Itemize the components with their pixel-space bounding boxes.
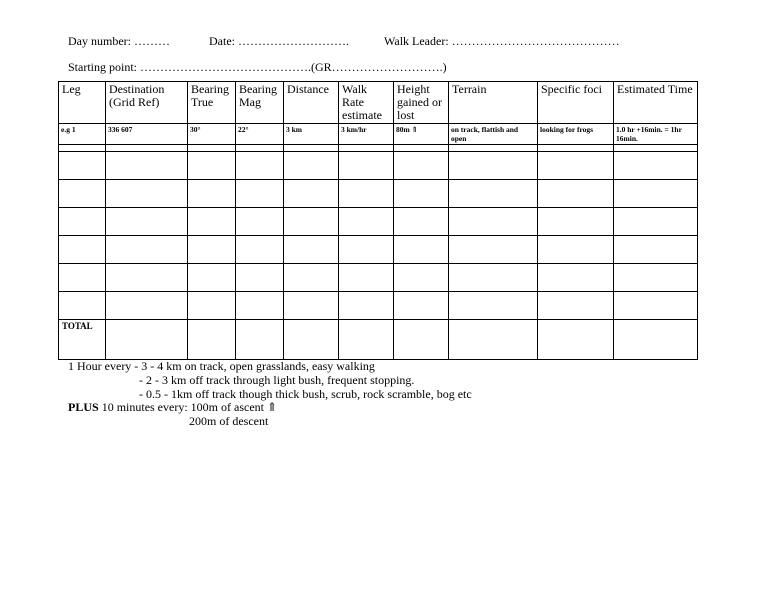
plus-label: PLUS (68, 400, 99, 414)
table-row (59, 264, 698, 292)
example-specific-foci: looking for frogs (538, 124, 614, 145)
note-line-4-text: 10 minutes every: 100m of ascent ⇑ (98, 400, 278, 414)
example-row (59, 124, 698, 145)
table-row (59, 152, 698, 180)
col-header-height: Height gained or lost (394, 82, 449, 124)
note-line-1: 1 Hour every - 3 - 4 km on track, open grasslands, easy walking (68, 359, 375, 373)
note-line-2: - 2 - 3 km off track through light bush, frequent stopping. (139, 373, 415, 387)
col-header-bearing-mag: Bearing Mag (236, 82, 284, 124)
note-line-4 (68, 400, 277, 414)
total-row (59, 320, 698, 360)
header-row (59, 82, 698, 124)
example-height: 80m ⇑ (394, 124, 449, 145)
example-leg: e.g 1 (59, 124, 106, 145)
starting-point-field: Starting point: …………………………………….(GR……………………….) (68, 60, 447, 74)
example-destination: 336 607 (106, 124, 188, 145)
col-header-specific-foci: Specific foci (538, 82, 614, 124)
spacer-row (59, 145, 698, 152)
route-plan-table (58, 81, 698, 360)
note-line-3: - 0.5 - 1km off track though thick bush, scrub, rock scramble, bog etc (139, 387, 472, 401)
col-header-distance: Distance (284, 82, 339, 124)
example-estimated-time: 1.0 hr +16min. = 1hr 16min. (614, 124, 698, 145)
example-bearing-mag: 22° (236, 124, 284, 145)
table-row (59, 180, 698, 208)
col-header-estimated-time: Estimated Time (614, 82, 698, 124)
example-distance: 3 km (284, 124, 339, 145)
table-row (59, 208, 698, 236)
col-header-leg: Leg (59, 82, 106, 124)
example-terrain: on track, flattish and open (449, 124, 538, 145)
example-walk-rate: 3 km/hr (339, 124, 394, 145)
col-header-destination: Destination (Grid Ref) (106, 82, 188, 124)
day-number-field: Day number: ……… (68, 34, 170, 48)
table-row (59, 236, 698, 264)
col-header-terrain: Terrain (449, 82, 538, 124)
col-header-bearing-true: Bearing True (188, 82, 236, 124)
example-bearing-true: 30° (188, 124, 236, 145)
walk-leader-field: Walk Leader: …………………………………… (384, 34, 620, 48)
date-field: Date: ………………………. (209, 34, 349, 48)
table-row (59, 292, 698, 320)
note-line-5: 200m of descent (189, 414, 269, 428)
total-label: TOTAL (59, 320, 106, 360)
col-header-walk-rate: Walk Rate estimate (339, 82, 394, 124)
